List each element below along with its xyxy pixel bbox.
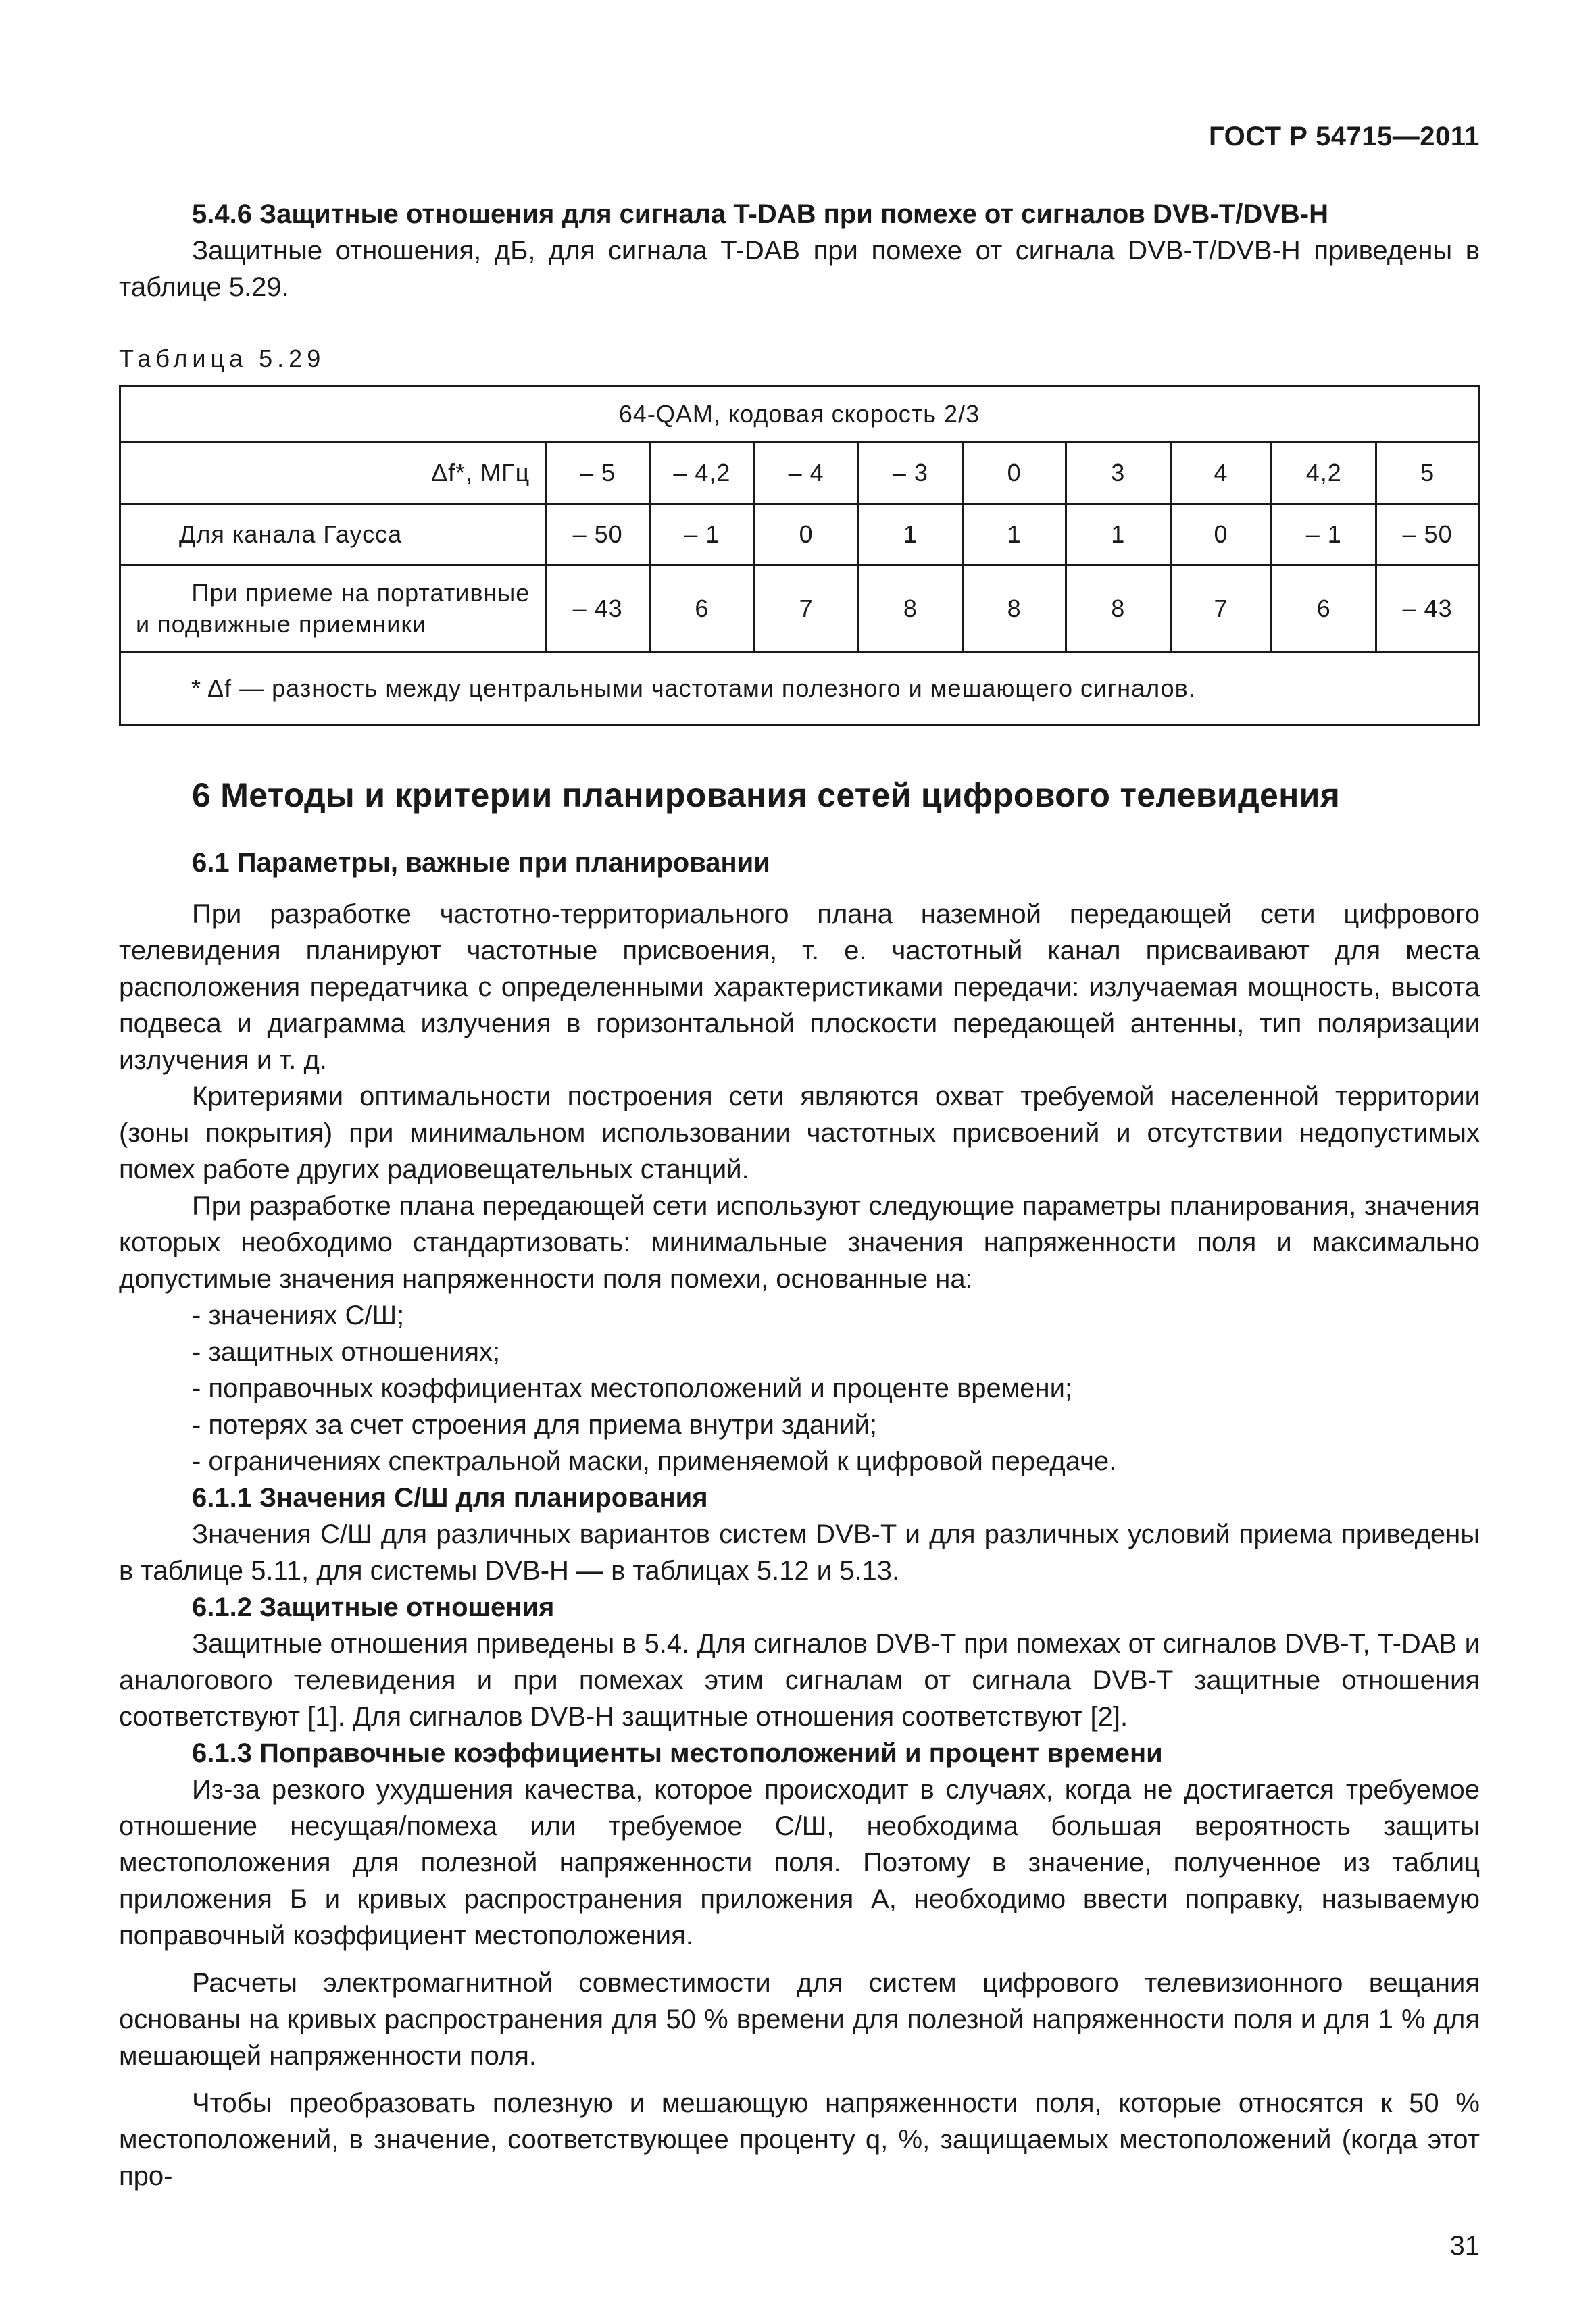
table-cell: – 50 (1376, 504, 1479, 565)
table-cell: – 1 (1272, 504, 1376, 565)
list-item: - ограничениях спектральной маски, применяемой к цифровой передаче. (192, 1447, 1117, 1476)
table-caption: Таблица 5.29 (119, 345, 326, 372)
section-6-1-2-heading: 6.1.2 Защитные отношения (192, 1592, 555, 1622)
table-cell: 0 (963, 443, 1066, 504)
section-6-1-3-heading: 6.1.3 Поправочные коэффициенты местоположений и процент времени (192, 1738, 1163, 1768)
protection-ratio-table (119, 385, 1480, 726)
section-6-1-1-heading: 6.1.1 Значения С/Ш для планирования (192, 1483, 708, 1513)
row-label-line: и подвижные приемники (136, 610, 427, 638)
section-6-1-3-paragraph: Из-за резкого ухудшения качества, которое происходит в случаях, когда не достигается требуемое отношение несущая/помеха или требуемое С/Ш, необходима большая вероятность защиты местоположения для полезной напряженности поля. Поэтому в значение, полученное из таблиц приложения Б и кривых распространения приложения А, необходимо ввести поправку, называемую поправочный коэффициент местоположения. (119, 1775, 1480, 1951)
table-cell: 7 (754, 565, 858, 653)
table-cell: – 43 (1376, 565, 1479, 653)
page-content (119, 196, 1480, 2194)
table-cell: 6 (1272, 565, 1376, 653)
table-row-gaussian (120, 504, 1479, 565)
table-cell: 1 (858, 504, 963, 565)
section-6-1-1-text: Значения С/Ш для различных вариантов систем DVB-T и для различных условий приема приведены в таблице 5.11, для системы DVB-H — в таблицах 5.12 и 5.13. (119, 1519, 1480, 1586)
section-6-heading: 6 Методы и критерии планирования сетей цифрового телевидения (192, 776, 1341, 814)
table-cell: 4 (1170, 443, 1272, 504)
table-cell: – 50 (546, 504, 650, 565)
row-label-line: При приеме на портативные (191, 579, 530, 607)
table-cell: 8 (1066, 565, 1170, 653)
table-cell: 6 (650, 565, 755, 653)
table-cell: – 4 (754, 443, 858, 504)
section-6-1-3-paragraph: Чтобы преобразовать полезную и мешающую напряженности поля, которые относятся к 50 % местоположений, в значение, соответствующее проценту q, %, защищаемых местоположений (когда этот про- (119, 2088, 1480, 2191)
table-row-portable (120, 565, 1479, 653)
table-row-frequency-offset (120, 443, 1479, 504)
list-item: - значениях С/Ш; (192, 1301, 405, 1330)
table-cell: 8 (963, 565, 1066, 653)
section-6-1-2-text: Защитные отношения приведены в 5.4. Для сигналов DVB-T при помехах от сигналов DVB-T, T-DAB и аналогового телевидения и при помехах этим сигналам от сигнала DVB-T защитные отношения соответствуют [1]. Для сигналов DVB-H защитные отношения соответствуют [2]. (119, 1629, 1480, 1732)
list-item: - поправочных коэффициентах местоположений и проценте времени; (192, 1374, 1073, 1403)
table-cell: – 4,2 (650, 443, 755, 504)
table-cell: 1 (963, 504, 1066, 565)
section-6-1-3-paragraph: Расчеты электромагнитной совместимости для систем цифрового телевизионного вещания основаны на кривых распространения для 50 % времени для полезной напряженности поля и для 1 % для мешающей напряженности поля. (119, 1968, 1480, 2071)
table-cell: 7 (1170, 565, 1272, 653)
section-5-4-6-text: Защитные отношения, дБ, для сигнала T-DAB при помехе от сигнала DVB-T/DVB-H приведены в таблице 5.29. (119, 236, 1480, 302)
table-cell: 0 (754, 504, 858, 565)
list-item: - защитных отношениях; (192, 1337, 501, 1367)
table-cell: 1 (1066, 504, 1170, 565)
table-cell: – 43 (546, 565, 650, 653)
section-6-1-paragraph: Критериями оптимальности построения сети являются охват требуемой населенной территории (зоны покрытия) при минимальном использовании частотных присвоений и отсутствии недопустимых помех работе других радиовещательных станций. (119, 1082, 1480, 1184)
section-5-4-6-heading: 5.4.6 Защитные отношения для сигнала T-DAB при помехе от сигналов DVB-T/DVB-H (192, 199, 1328, 229)
standard-header: ГОСТ Р 54715—2011 (1209, 122, 1480, 151)
table-cell: – 1 (650, 504, 755, 565)
row-label: Для канала Гаусса (120, 504, 546, 565)
row-label (120, 565, 546, 653)
table-cell: – 3 (858, 443, 963, 504)
df-label: Δf*, МГц (120, 443, 546, 504)
section-6-1-heading: 6.1 Параметры, важные при планировании (192, 848, 770, 878)
parameter-list (192, 1297, 1480, 1480)
table-cell: 3 (1066, 443, 1170, 504)
table-cell: 0 (1170, 504, 1272, 565)
section-6-1-paragraph: При разработке плана передающей сети используют следующие параметры планирования, значения которых необходимо стандартизовать: минимальные значения напряженности поля и максимально допустимые значения напряженности поля помехи, основанные на: (119, 1191, 1480, 1294)
table-cell: 8 (858, 565, 963, 653)
section-6-1-paragraph: При разработке частотно-территориального плана наземной передающей сети цифрового телевидения планируют частотные присвоения, т. е. частотный канал присваивают для места расположения передатчика с определенными характеристиками передачи: излучаемая мощность, высота подвеса и диаграмма излучения в горизонтальной плоскости передающей антенны, тип поляризации излучения и т. д. (119, 899, 1480, 1075)
list-item: - потерях за счет строения для приема внутри зданий; (192, 1410, 877, 1440)
page-number: 31 (1449, 2231, 1480, 2261)
table-footnote: * Δf — разность между центральными частотами полезного и мешающего сигналов. (120, 653, 1479, 725)
table-cell: 4,2 (1272, 443, 1376, 504)
table-cell: 5 (1376, 443, 1479, 504)
table-cell: – 5 (546, 443, 650, 504)
table-title: 64-QAM, кодовая скорость 2/3 (120, 386, 1479, 443)
